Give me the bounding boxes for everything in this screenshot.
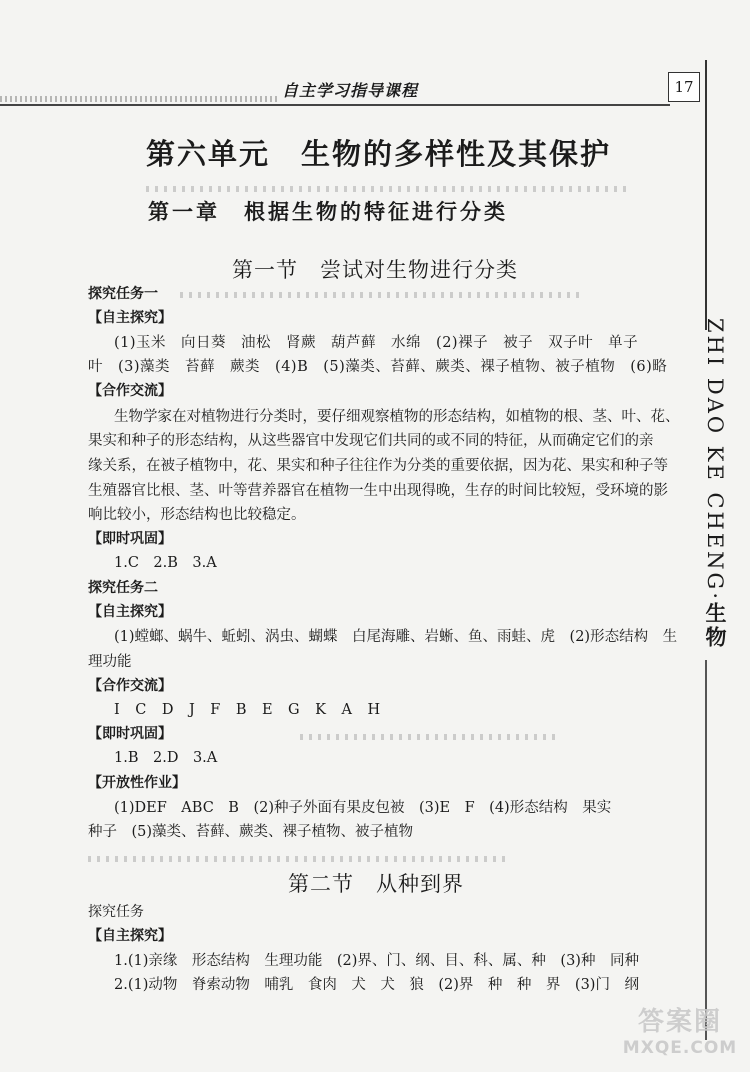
answer-line: 种子 (5)藻类、苔藓、蕨类、裸子植物、被子植物: [88, 824, 414, 840]
header-decoration: [0, 96, 280, 102]
side-rule-bottom: [705, 660, 707, 1040]
task-heading: 探究任务一: [88, 286, 158, 302]
chapter-title: 第一章 根据生物的特征进行分类: [148, 199, 508, 224]
paragraph-line: 缘关系，在被子植物中，花、果实和种子往往作为分类的重要依据，因为花、果实和种子等: [88, 458, 668, 474]
answer-line: 叶 (3)藻类 苔藓 蕨类 (4)B (5)藻类、苔藓、蕨类、裸子植物、被子植物 (6)略: [88, 359, 668, 375]
answer-line: 1.B 2.D 3.A: [114, 750, 218, 766]
answer-line: 2.(1)动物 脊索动物 哺乳 食肉 犬 犬 狼 (2)界 种 种 界 (3)门 纲: [114, 977, 639, 993]
answer-line: (1)玉米 向日葵 油松 肾蕨 葫芦藓 水绵 (2)裸子 被子 双子叶 单子: [114, 335, 639, 351]
side-rule-top: [705, 60, 707, 330]
paragraph-line: 生物学家在对植物进行分类时，要仔细观察植物的形态结构，如植物的根、茎、叶、花、: [114, 409, 680, 425]
page-number: 17: [668, 72, 700, 102]
paragraph-line: 果实和种子的形态结构，从这些器官中发现它们共同的或不同的特征，从而确定它们的亲: [88, 433, 654, 449]
subsection-heading: 【自主探究】: [88, 310, 172, 326]
section-title: 第一节 尝试对生物进行分类: [232, 258, 518, 282]
answer-line: (1)DEF ABC B (2)种子外面有果皮包被 (3)E F (4)形态结构 果实: [114, 800, 612, 816]
section-title-2: 第二节 从种到界: [288, 872, 464, 896]
paragraph-line: 生殖器官比根、茎、叶等营养器官在植物一生中出现得晚，生存的时间比较短，受环境的影: [88, 483, 668, 499]
watermark-logo: [610, 1006, 750, 1066]
scan-noise: [88, 856, 508, 862]
answer-line: I C D J F B E G K A H: [114, 702, 381, 718]
side-caption-text: ZHI DAO KE CHENG·: [703, 318, 727, 602]
task-heading: 探究任务二: [88, 580, 158, 596]
subsection-heading: 【合作交流】: [88, 383, 172, 399]
paragraph-line: 响比较小，形态结构也比较稳定。: [88, 507, 306, 523]
unit-title: 第六单元 生物的多样性及其保护: [146, 137, 612, 171]
subsection-heading: 【自主探究】: [88, 604, 172, 620]
scan-noise: [180, 292, 580, 298]
answer-line: 理功能: [88, 654, 132, 670]
scan-noise: [300, 734, 560, 740]
answer-line: (1)螳螂、蜗牛、蚯蚓、涡虫、蝴蝶 白尾海雕、岩蜥、鱼、雨蛙、虎 (2)形态结构 生: [114, 629, 678, 645]
subsection-heading: 【即时巩固】: [88, 726, 172, 742]
watermark-text: 答案圈: [637, 1007, 722, 1037]
subsection-heading: 【开放性作业】: [88, 775, 186, 791]
subsection-heading: 【合作交流】: [88, 678, 172, 694]
answer-line: 1.(1)亲缘 形态结构 生理功能 (2)界、门、纲、目、科、属、种 (3)种 同种: [114, 953, 639, 969]
task-heading: 探究任务: [88, 904, 144, 920]
scan-noise: [146, 186, 626, 192]
watermark-url: MXQE.COM: [622, 1038, 738, 1058]
running-header-title: 自主学习指导课程: [282, 81, 419, 100]
side-caption-subject: 生物: [703, 602, 728, 650]
subsection-heading: 【即时巩固】: [88, 531, 172, 547]
side-vertical-caption: [690, 318, 730, 650]
answer-line: 1.C 2.B 3.A: [114, 555, 217, 571]
subsection-heading: 【自主探究】: [88, 928, 172, 944]
